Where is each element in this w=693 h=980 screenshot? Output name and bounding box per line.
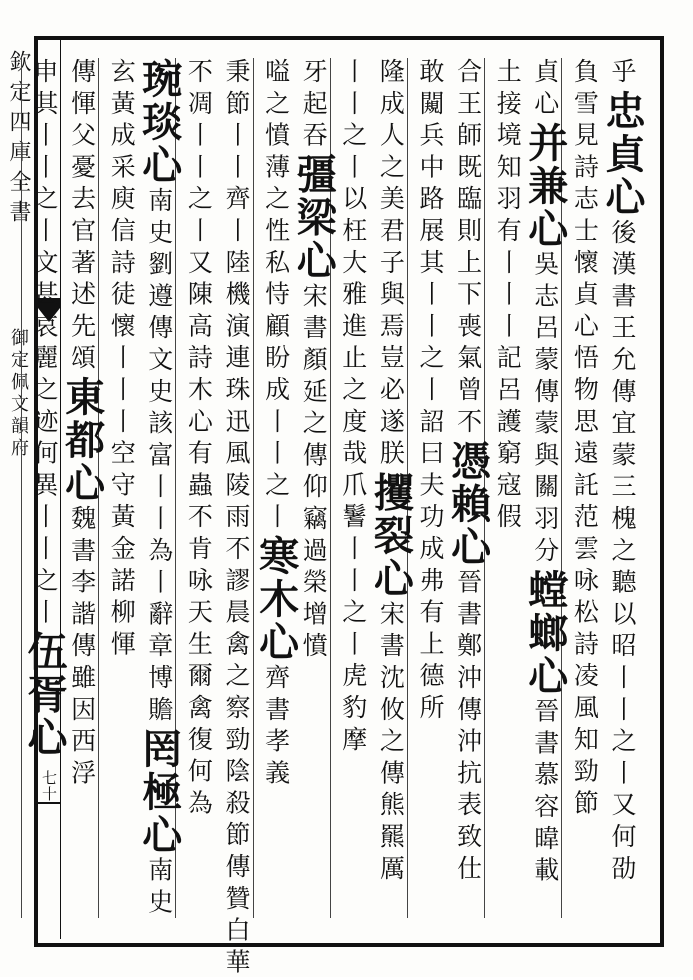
- text-column: [523, 58, 567, 918]
- text-segment: 申其丨丨之丨文甚哀麗: [30, 58, 59, 376]
- text-segment: 貞心: [530, 58, 560, 122]
- text-segment: 合王師既臨則上下喪氣曾不: [453, 58, 483, 440]
- text-segment: 南史劉遵傳文史該富丨丨為丨辭章博贍: [144, 187, 174, 728]
- text-segment: 嗌之憤: [261, 58, 291, 154]
- text-segment: 記呂護窮寇假: [493, 344, 523, 536]
- text-segment: 負雪見: [570, 58, 600, 154]
- heading-word: 憑賴心: [444, 439, 492, 569]
- text-column: [600, 58, 644, 918]
- volume-title: 御定佩文韻府: [8, 328, 29, 460]
- text-column: [21, 58, 66, 918]
- heading-word: 罔極心: [135, 727, 183, 857]
- text-column: [135, 58, 183, 921]
- text-segment: 傳惲父憂去官著述先頌: [67, 58, 97, 376]
- heading-word: 并兼心: [521, 121, 569, 251]
- text-segment: 晉書慕容暐載: [530, 697, 560, 889]
- text-segment: 敢闚兵中路展其丨丨之丨: [416, 58, 445, 408]
- text-segment: 柳惲: [107, 598, 137, 663]
- text-segment: 齊書孝義: [261, 664, 291, 792]
- text-column: [60, 58, 104, 918]
- text-segment: 魏書李諧傳雖因西浮: [67, 505, 97, 792]
- text-segment: 之迹何異丨丨之丨: [30, 376, 59, 631]
- heading-word: 忠貞心: [599, 89, 646, 219]
- text-segment: 詩志士懷貞心悟物思遠託范雲咏松詩凌風知勁節: [570, 153, 600, 822]
- heading-word: 伍胥心: [21, 630, 68, 760]
- text-segment: 秉節丨丨齊丨陸機演連珠迅風陵雨不謬晨禽之察勁陰殺節: [222, 58, 251, 853]
- text-segment: 晉書鄭沖傳沖抗表致仕: [453, 568, 483, 887]
- text-segment: 宋書顏延之傳仰竊過榮增憤: [299, 282, 329, 665]
- text-segment: 不凋丨丨之丨又陳高詩木心有蟲不肯咏天生爾禽復何為: [184, 58, 214, 822]
- heading-word: 琬琰心: [135, 58, 183, 187]
- heading-word: 彊梁心: [290, 153, 338, 283]
- text-column: [214, 58, 258, 980]
- book-title: 欽定四庫全書: [6, 50, 31, 230]
- heading-word: 螳螂心: [521, 568, 569, 698]
- text-segment: 後漢書王允傳宜蒙三槐之聽以昭丨丨之丨又何劭: [608, 218, 637, 887]
- text-column: [446, 58, 490, 918]
- heading-word: 寒木心: [252, 535, 300, 665]
- heading-word: 東都心: [58, 376, 106, 505]
- text-segment: 爪鬐丨丨之丨虎豹摩: [338, 471, 368, 758]
- text-segment: 隆成人之美君子與焉豈必遂朕: [376, 58, 406, 472]
- text-segment: 玄黃成采庾信詩徒懷丨丨丨空守黃金諾: [107, 58, 137, 599]
- text-segment: 丨丨之丨以枉大雅進止之度哉: [338, 58, 368, 472]
- text-segment: 南史: [144, 856, 174, 921]
- text-column: [367, 58, 415, 918]
- text-segment: 乎: [608, 58, 637, 90]
- text-segment: 詔曰夫功成弗有上德所: [416, 407, 445, 726]
- text-column: [253, 58, 298, 918]
- text-segment: 牙起吞: [299, 58, 329, 154]
- text-segment: 宋書沈攸之傳熊羆厲: [376, 600, 406, 887]
- text-segment: 土接境知羽有丨丨丨: [493, 58, 523, 345]
- page-number: 七十: [34, 770, 60, 804]
- text-segment: 傳贊白華: [222, 853, 251, 980]
- text-column: [290, 58, 338, 918]
- text-segment: 薄之性私恃顧盼成丨丨之丨: [261, 153, 291, 536]
- heading-word: 攫裂心: [367, 471, 415, 601]
- text-segment: 吳志呂蒙傳蒙與關羽分: [530, 250, 560, 569]
